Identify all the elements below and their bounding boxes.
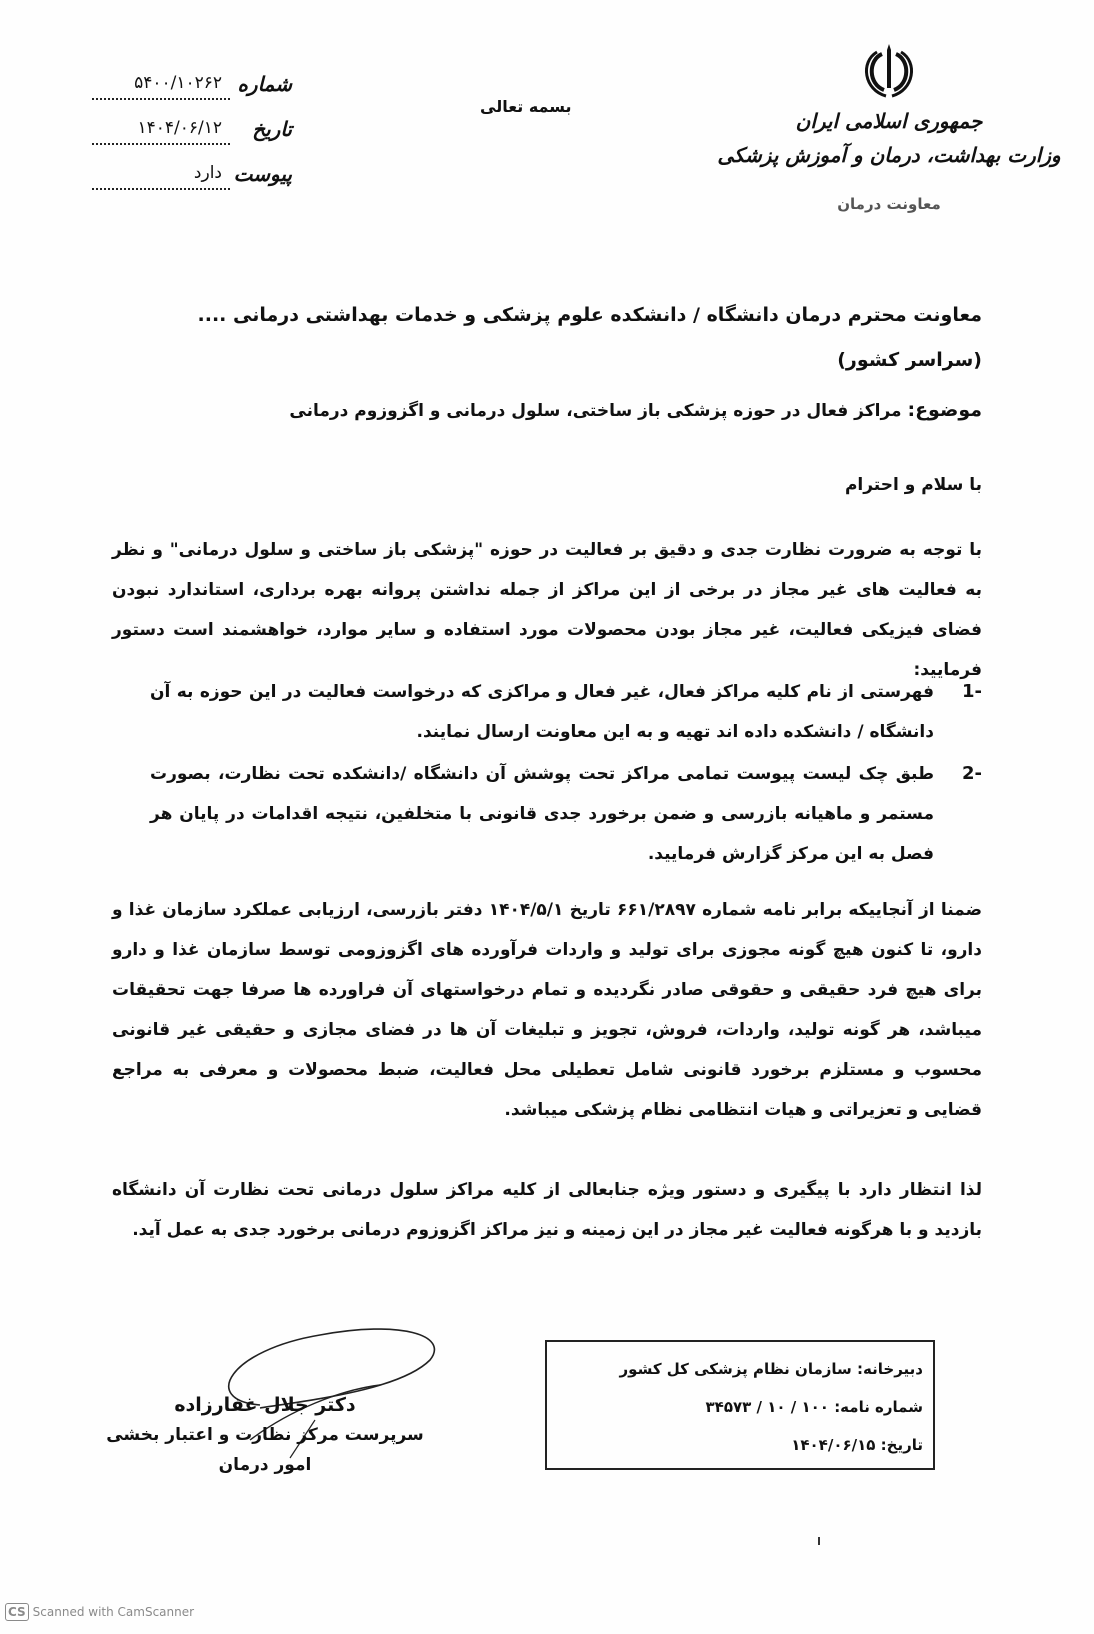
instruction-list (150, 672, 982, 876)
date-label: تاریخ (252, 117, 292, 141)
stamp-secretariat (547, 1350, 923, 1388)
recipient-scope: (سراسر کشور) (837, 349, 982, 371)
dotted-line (92, 143, 230, 145)
dotted-line (92, 188, 230, 190)
registration-stamp (545, 1340, 935, 1470)
stamp-letter-number (547, 1388, 923, 1426)
attachment-value: دارد (193, 163, 222, 183)
meta-date (92, 115, 292, 160)
watermark-text: Scanned with CamScanner (32, 1605, 195, 1619)
country-name: جمهوری اسلامی ایران (795, 109, 983, 133)
stamp-date-value: ۱۴۰۴/۰۶/۱۵ (791, 1436, 876, 1454)
secretariat-value: سازمان نظام پزشکی کل کشور (619, 1360, 852, 1378)
list-item (150, 672, 982, 752)
stamp-date (547, 1426, 923, 1464)
signer-name: دکتر جلال غفارزاده (174, 1394, 356, 1416)
recipient: معاونت محترم درمان دانشگاه / دانشکده علوم پزشکی و خدمات بهداشتی درمانی .... (197, 304, 982, 326)
list-item (150, 754, 982, 874)
ministry-header (717, 40, 1061, 216)
paragraph-2: ضمنا از آنجاییکه برابر نامه شماره ۶۶۱/۲۸۹۷ تاریخ ۱۴۰۴/۵/۱ دفتر بازرسی، ارزیابی عملکرد سازمان غذا و دارو، تا کنون هیچ گونه مجوزی برای تولید و واردات فرآورده های اگزوزومی توسط سازمان غذا و دارو برای هیچ فرد حقیقی و حقوقی صادر نگردیده و تمام درخواستهای آن فراورده ها صرفا جهت تحقیقات میباشد، هر گونه تولید، واردات، فروش، تجویز و تبلیغات آن ها در فضای مجازی و حقیقی غیر قانونی محسوب و مستلزم برخورد قانونی شامل تعطیلی محل فعالیت، ضبط محصولات و معرفی به مراجع قضایی و تعزیراتی و هیات انتظامی نظام پزشکی میباشد. (112, 900, 982, 1120)
camscanner-watermark (5, 1603, 194, 1621)
item-number: 1- (962, 681, 982, 702)
meta-number (92, 70, 292, 115)
subject-line (112, 395, 982, 426)
signer-title-line-1: سرپرست مرکز نظارت و اعتبار بخشی (106, 1425, 424, 1445)
item-number: 2- (962, 763, 982, 784)
item-text: طبق چک لیست پیوست تمامی مراکز تحت پوشش آن دانشگاه /دانشکده تحت نظارت، بصورت مستمر و ماهیانه بازرسی و ضمن برخورد جدی قانونی با متخلفین، نتیجه اقدامات در پایان هر فصل به این مرکز گزارش فرمایید. (150, 764, 934, 864)
invocation: بسمه تعالی (480, 97, 572, 116)
letter-meta (92, 70, 292, 205)
signer-block (106, 1390, 424, 1480)
subject-text: مراکز فعال در حوزه پزشکی باز ساختی، سلول درمانی و اگزوزوم درمانی (289, 401, 902, 421)
paragraph-3: لذا انتظار دارد با پیگیری و دستور ویژه جنابعالی از کلیه مراکز سلول درمانی تحت نظارت آن دانشگاه بازدید و با هرگونه فعالیت غیر مجاز در این زمینه و نیز مراکز اگزوزوم درمانی برخورد جدی به عمل آید. (112, 1180, 982, 1240)
greeting: با سلام و احترام (844, 475, 982, 495)
secretariat-label: دبیرخانه: (857, 1360, 923, 1378)
meta-attachment (92, 160, 292, 205)
letter-number-label: شماره نامه: (834, 1398, 923, 1416)
iran-emblem-icon (862, 40, 916, 102)
department-name: معاونت درمان (837, 195, 941, 213)
dotted-line (92, 98, 230, 100)
ministry-name: وزارت بهداشت، درمان و آموزش پزشکی (717, 143, 1061, 167)
item-text: فهرستی از نام کلیه مراکز فعال، غیر فعال و مراکزی که درخواست فعالیت در این حوزه به آن دانشگاه / دانشکده داده اند تهیه و به این معاونت ارسال نمایند. (150, 682, 934, 742)
stamp-date-label: تاریخ: (880, 1436, 923, 1454)
date-value: ۱۴۰۴/۰۶/۱۲ (137, 118, 222, 138)
camscanner-icon: CS (5, 1603, 29, 1621)
signer-title-line-2: امور درمان (218, 1455, 312, 1475)
subject-label: موضوع: (907, 399, 982, 421)
scan-artifact (818, 1537, 820, 1545)
letter-number-value: ۱۰۰ / ۱۰ / ۳۴۵۷۳ (705, 1398, 829, 1416)
attachment-label: پیوست (233, 162, 292, 186)
number-value: ۵۴۰۰/۱۰۲۶۲ (134, 73, 222, 93)
paragraph-1: با توجه به ضرورت نظارت جدی و دقیق بر فعالیت در حوزه "پزشکی باز ساختی و سلول درمانی" و نظر به فعالیت های غیر مجاز در برخی از این مراکز از جمله نداشتن پروانه بهره برداری، استاندارد نبودن فضای فیزیکی فعالیت، غیر مجاز بودن محصولات مورد استفاده و سایر موارد، خواهشمند است دستور فرمایید: (112, 540, 982, 680)
number-label: شماره (237, 72, 292, 96)
